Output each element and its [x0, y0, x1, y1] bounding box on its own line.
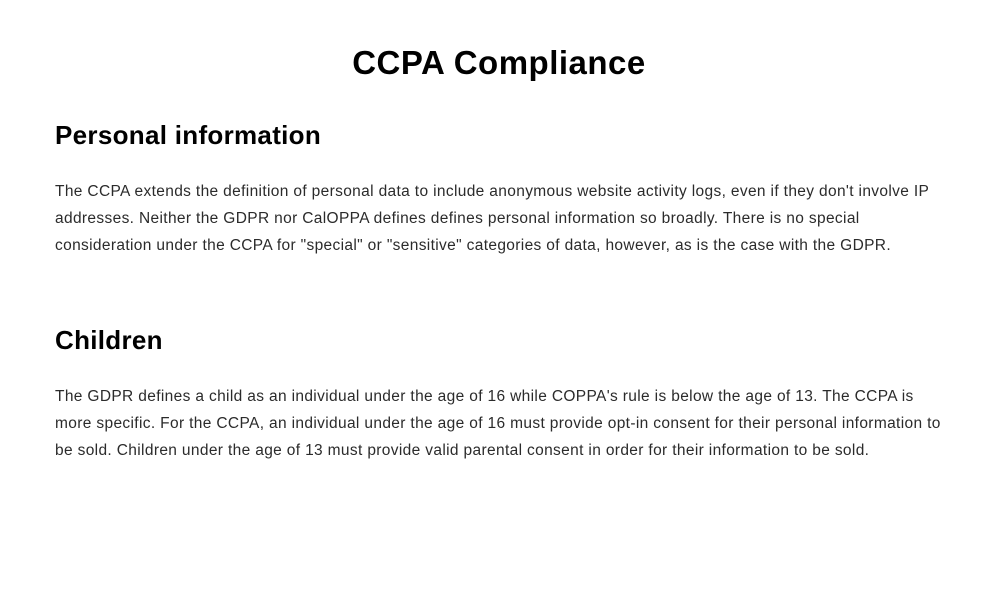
section-children	[55, 325, 943, 464]
section-heading: Personal information	[55, 120, 322, 150]
section-paragraph: The GDPR defines a child as an individual under the age of 16 while COPPA's rule is below the age of 13. The CCPA is more specific. For the CCPA, an individual under the age of 16 must provide opt-in consent for their personal information to be sold. Children under the age of 13 must provide valid parental consent in order for their information to be sold.	[55, 388, 941, 459]
document-content	[0, 120, 998, 464]
section-personal-information	[55, 120, 943, 259]
section-paragraph: The CCPA extends the definition of personal data to include anonymous website activity logs, even if they don't involve IP addresses. Neither the GDPR nor CalOPPA defines defines personal information so broadly. There is no special consideration under the CCPA for "special" or "sensitive" categories of data, however, as is the case with the GDPR.	[55, 183, 929, 254]
page-title: CCPA Compliance	[352, 44, 646, 81]
section-heading: Children	[55, 325, 163, 355]
